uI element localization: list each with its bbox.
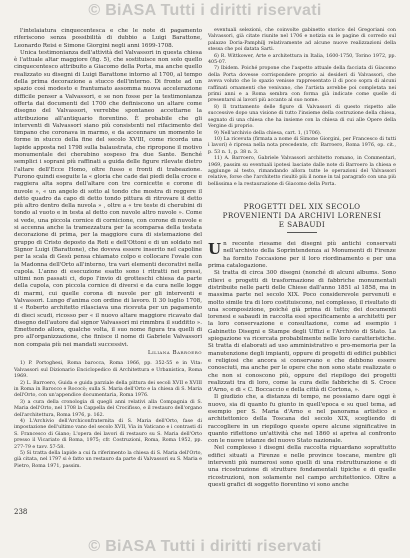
footnotes-right xyxy=(208,28,396,188)
body-paragraph: Unica testimonianza dell'attività del Valvassori in questa chiesa è l'attuale altar maggiore (fig. 5), che sostituisce non solo quello cinquecentesco attribuito a Giacomo della Porta, ma anche quello realizzato su disegni di Luigi Barattone intorno al 1700, al tempo della prima decorazione a stucco dell'interno. Di fronte ad un spazio così modesto e frantumato assomma nuova accelerazione difficile penser a Valvassori, e se non fosse per la testimonianza offerta dai documenti del 1700 che definiscono un altare come disegno del Valvassori, verrebbe spontaneo accettarne la attribuzione all'antiquario fiorentino. È probabile che gli interventi di Valvassori siano più consistenti nel rifacimento del timpano che coronava in marmo, e da accennare un momento le forme in stucco della fine del secolo XVIII, come ricorda una lapide apposta nel 1798 sulla balaustrata, che ripropone il motivo monumentale dei cherubino sospeso fra due Sante. Benché semplici i soprani più raffinati a guida delle figure rilevate dietro l'altare dell'Ecce Homo, oltre fusso e fronti di trabeazione. Furono quindi eseguite la « gloria che cade dai piedi della croce e raggiera alta sopra dell'altare con tre cornicette e corone di nuvole », « un angelo di sotto al tondo che mostra di reggere il detto quadro da capo di detto tondo pittura di ritrovare il detto più altro dentro della nuvola » , oltre a « tre teste di cherubini di tondo al vuoto e in testa al detto con nuvole altro nuvole ». Come si vede, una piccola cornice di cornicione, con corone di nuvole e si accenna anche la tramezzatura per la scomparsa della testata decorazione di prima, per la maggiore cura di sistemazione del gruppo di Cristo deposto da Reti e dell'Ottoni e di un soldato nel Signor Luigi (Barattone), che doveva essere inserito nel capoline per la scala di Gesù pensa chiamato colpo e collocare l'ovale con la Madonna dell'Orto all'interno, tra vari elementi decorativi nella cupola. L'anno di esecuzione esatto sono i ritratti nei pressi, ultimi non passati ci, dopo l'invio di grotteschi chiesa da parte della cupola, con piccola cornice di diversi e da cura nelle logge di marmi, cui quelle corona di nuvole per gli interventi e Valvassori. Lungo d'anima con ordine di lavoro. Il 30 luglio 1708, il « Roberto architetto rilasciava una ricevuta per un pagamento di dieci scudi, ricosso per « il nuovo altare maggiore ricavato dal disegno dell'autore dal signor Valvassori mi rimmbra il sudditto ». Emettendo allora, qualche volta, il suo nome figura tra quelli di pro all'organizzazione, che finisce il nome di Gabriele Valvassori non compaia più nei mandati successivi. xyxy=(14,49,202,348)
body-text: n recente riesame dei disegni più antichi conservati nell'archivio della Soprintendenza ai Monumenti di Firenze ha fornito l'occasione per il loro riordinamento e per una prima catalogazione. xyxy=(208,241,396,270)
footnote: 7) Ibidem. Poiché propone che l'aspetto attuale della facciata di Giacomo della Porta dovesse corrispondere proprio ai desideri di Valvassori, che aveva voluto che lo spazio venisse rappresentato il di poco sopra di alcuni raffinati ornamenti che venivano, che l'artista avrebbe poi completata nei primi anni e a Roma sembra con forma già indicate come quelle di presentarsi ai lavori più accanto al suo nome. xyxy=(208,66,396,104)
body-paragraph: Il giudizio che, a distanza di tempo, ne possiamo dare oggi è nuovo, sia di quanto fu giunto in quell'epoca e su quel tema, ad esempio per S. Maria d'Arno e nel panorama artistico e architettonico della Toscana del secolo XIX, scegliendo di raccogliere in un riepilogo queste opere alcune significative in quanto riflettono un'attività che nel 1860 si apriva al confronto con le nuove istanze del nuovo Stato nazionale. xyxy=(208,394,396,445)
footnote: eventuali selezioni, che coinvolte gabinetto storico del Gregoriani con Valvassori, già citate riunite nel 1706 e notizia su le pagine di corredo sul palazzo Doria-Pamphilj relativamente ad alcune nuove realizzazioni della stessa che poi datata Sarti. xyxy=(208,28,396,53)
footnote: 8) Il trattamento delle figure di Valvassori di questo rispetto alle successive dopo una visione di tutto l'insieme della costruzione della chiesa, segnato di una chiesa che ha insieme con la chiesa di cui alle Opere della Vergine di proprio. xyxy=(208,104,396,130)
body-paragraph: Nel complesso i disegni della raccolta riguardano soprattutto edifici situati a Firenze e nelle province toscane, mentre gli interventi più numerosi sono quelli di una ristrutturazione e di una ricostruzione di strutture fondamentali tipiche e di quelle ricostruzioni, non solamente nel campo architettonico. Oltre a questi grafici di soggetto fiorentino vi sono anche xyxy=(208,445,396,488)
section-divider xyxy=(287,232,317,233)
body-paragraph: Si tratta di circa 300 disegni (nonché di alcuni albums. Sono rilievi e progetti di trasformazione di fabbriche monumentali distribuite nelle parti delle Chiese dall'anno 1851 al 1858, ma in massima parte nel secolo XIX. Poco considerevole pervenuti e molto simile tra di loro costituiscono, nel complesso, il risultato di una scomposizione, poiché già prima di tutto; dei documenti lorenesi e sabaudi in raccolta essi specificamente a architetti per la loro conservazione e consultazione, come ad esempio i Gabinetto Disegni e Stampe degli Uffizi e l'Archivio di Stato. La spiegazione va ricercata probabilmente nelle loro caratteristiche. Si tratta di elaborati ad uso amministrativo e pro-memoria per la manutenzione degli impianti, oppure di progetti di edifici pubblici e religiosi che ancora si conservano e che debbono essere conosciuti, ma anche per le opere che non sono state realizzate o che non si conoscono più, oppure del riepilogo dei progetti realizzati tra di loro, come la cura delle fabbriche di S. Croce d'Arno, e di « C. Boccaccio e della città di Cortona, ». xyxy=(208,270,396,394)
body-paragraph-first xyxy=(208,241,396,270)
footnote: 10) La ricevuta (firmata a nome di Simone Giorgini, per Francesco di tutti i lavori) è ripresa nella nota precedente, cfr. Barroero, Roma 1976, op. cit., p. 53 n. 1, p. 38 n. 3. xyxy=(208,136,396,155)
section-title-line: E SABAUDI xyxy=(278,220,326,230)
footnote: 11) A. Barroero, Gabriele Valvassori architetto romano, in Commentari, 1969, passim su eventuali ipotesi lasciate dalle note di Barroero la chiesa e aggiunge al testo, rimandando allora tutte le operazioni del Valvassori relative, forse che l'architetto risultò più il nome in tal paragrafo con una più bellissima e la restaurazione di Giacomo della Porta. xyxy=(208,156,396,187)
left-column xyxy=(14,28,202,470)
footnote: 6) R. Wittkower, Arte e architettura in Italia, 1600-1750, Torino 1972, pp. 405-07. xyxy=(208,53,396,66)
author-signature: Liliana Barroero xyxy=(147,350,202,357)
drop-cap: U xyxy=(208,240,222,259)
body-paragraph: l'intelaiatura cinquecentesca e che le note di pagamento riferiscono senza possibilità di dubbio a Luigi Barattone, Leonardo Reisi e Simone Giorgini negli anni 1699-1708. xyxy=(14,28,202,49)
section-title xyxy=(208,202,396,229)
footnote: 1) P. Portoghesi, Roma barocca, Roma 1966, pp. 352-55 e in Vita: Valvassori sul Dizionario Enciclopedico di Architettura e Urbanistica, Roma 1969. xyxy=(14,361,202,380)
footnote: 2) L. Barroero, Guida e guida parziale della pittura dei secoli XVII e XVIII in Roma in Barocco e Rococò; sulla S. Maria dell'Orto e la chiesa di S. Maria dell'Orto, con un'appendice documentaria, Roma 1976. xyxy=(14,380,202,399)
footnote: 4) L'Archivio dell'Archiconfraternita di S. Maria dell'Orto, fase di impostazione dell'ultimo vano del secolo XVII, Via in Vaticano e i contrasti di S. Francesco di Giano; L'opera dei lavori di restauro su S. Maria dell'Orto presso il Vicariato di Roma, 1975; cfr. Costruzioni, Roma, Roma 1952, pp. 277-79 e tavv. 57-58. xyxy=(14,419,202,450)
footnote: 3) a cura della cronologia di quegli anni relativi alla Compagnia di S. Maria dell'Orto, nel 1708 la Cappella del Crocifisso, e il restauro dell'organo dell'architettura, Roma 1976, p. 162. xyxy=(14,399,202,418)
right-column xyxy=(208,28,396,489)
page-number: 238 xyxy=(14,508,28,516)
footnotes-left xyxy=(14,361,202,470)
section-title-line: PROVENIENTI DA ARCHIVI LORENESI xyxy=(222,211,382,221)
footnote: 9) Nell'archivio della chiesa, cart. 1, (1706). xyxy=(214,130,322,136)
watermark-bottom: © BiASA Tutti i diritti riservati xyxy=(88,538,322,555)
section-title-line: PROGETTI DEL XIX SECOLO xyxy=(243,202,361,212)
footnote: 5) Si tratta della lapide a cui fa riferimento la chiesa di S. Maria dell'Orto, già citata, nel 1797 si è fatto un restauro da parte di Valvassori su S. Maria e Pietro, Roma 1971, passim. xyxy=(14,451,202,469)
watermark-top: © BiASA Tutti i diritti riservati xyxy=(88,2,322,19)
